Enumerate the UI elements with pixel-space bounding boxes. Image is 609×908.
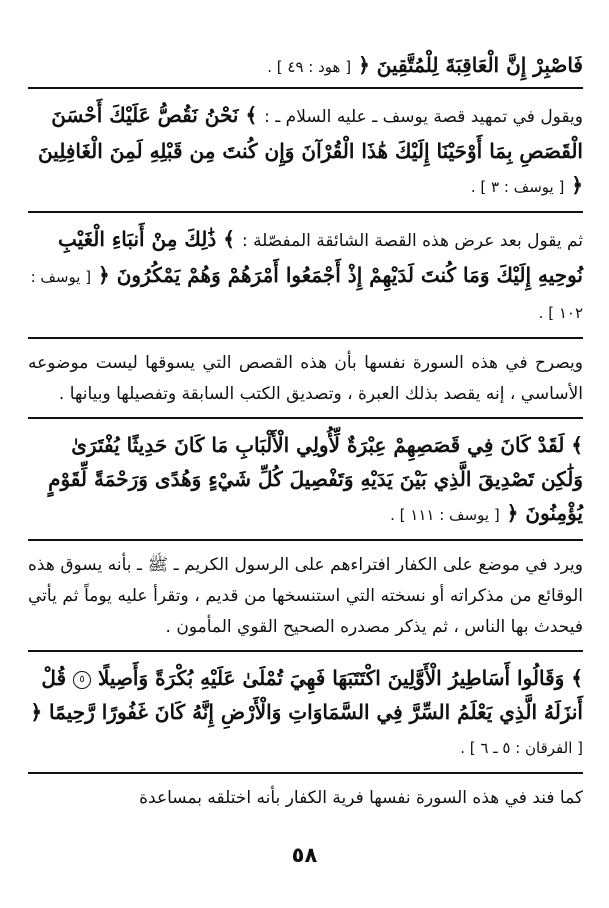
ornate-bracket-close-icon: ﴿ — [30, 700, 43, 724]
separator-rule — [28, 650, 583, 652]
body-paragraph: ويصرح في هذه السورة نفسها بأن هذه القصص التي يسوقها ليست موضوعه الأساسي ، إنه يقصد بذلك العبرة ، وتصديق الكتب السابقة وتفصيلها وبيانها . — [28, 353, 583, 404]
separator-rule — [28, 337, 583, 339]
ornate-bracket-open-icon: ﴾ — [571, 433, 583, 457]
separator-rule — [28, 417, 583, 419]
body-paragraph: ويرد في موضع على الكفار افتراءهم على الرسول الكريم ـ ﷺ ـ بأنه يسوق هذه الوقائع من مذكراته أو نسخته التي استنسخها من قديم ، وتقرأ عليه يوماً ثم يأتي فيحدث بها الناس ، ثم يذكر مصدره الصحيح القوي المأمون . — [28, 555, 583, 637]
ornate-bracket-open-icon: ﴾ — [223, 227, 235, 251]
intro-text: ثم يقول بعد عرض هذه القصة الشائقة المفصّلة : — [241, 231, 583, 251]
verse-block-yusuf-102 — [28, 222, 583, 330]
page-number: ٥٨ — [291, 843, 318, 867]
quran-verse: قُلْ أَنزَلَهُ الَّذِي يَعْلَمُ السِّرَّ فِي السَّمَاوَاتِ وَالْأَرْضِ إِنَّهُ كَانَ غَفُورًا رَّحِيمًا — [41, 666, 583, 724]
quran-verse: فَاصْبِرْ إِنَّ الْعَاقِبَةَ لِلْمُتَّقِينَ — [376, 53, 583, 77]
verse-block-yusuf-3 — [28, 98, 583, 204]
ornate-bracket-close-icon: ﴿ — [98, 263, 110, 287]
separator-rule — [28, 211, 583, 213]
verse-reference: [ يوسف : ١١١ ] . — [390, 506, 500, 524]
quran-verse: وَقَالُوا أَسَاطِيرُ الْأَوَّلِينَ اكْتَتَبَهَا فَهِيَ تُمْلَىٰ عَلَيْهِ بُكْرَةً وَأَصِيلًا — [97, 666, 565, 690]
separator-rule — [28, 772, 583, 774]
verse-number-marker: ٥ — [73, 671, 91, 689]
intro-text: ويقول في تمهيد قصة يوسف ـ عليه السلام ـ : — [264, 107, 583, 127]
verse-reference: [ الفرقان : ٥ ـ ٦ ] . — [460, 739, 583, 757]
separator-rule — [28, 539, 583, 541]
verse-reference: [ هود : ٤٩ ] . — [267, 58, 352, 76]
quran-verse: لَقَدْ كَانَ فِي قَصَصِهِمْ عِبْرَةٌ لِّأُولِي الْأَلْبَابِ مَا كَانَ حَدِيثًا يُفْتَرَىٰ وَلَٰكِن تَصْدِيقَ الَّذِي بَيْنَ يَدَيْهِ وَتَفْصِيلَ كُلِّ شَيْءٍ وَهُدًى وَرَحْمَةً لِّقَوْمٍ يُؤْمِنُونَ — [48, 433, 583, 525]
verse-reference: [ يوسف : ٣ ] . — [470, 178, 565, 196]
quran-verse: نَحْنُ نَقُصُّ عَلَيْكَ أَحْسَنَ الْقَصَصِ بِمَا أَوْحَيْنَا إِلَيْكَ هَٰذَا الْقُرْآنَ وَإِن كُنتَ مِن قَبْلِهِ لَمِنَ الْغَافِلِينَ — [37, 103, 583, 163]
verse-block-hud — [28, 48, 583, 84]
body-paragraph: كما فند في هذه السورة نفسها فرية الكفار بأنه اختلقه بمساعدة — [139, 788, 583, 808]
ornate-bracket-open-icon: ﴾ — [245, 103, 258, 127]
separator-rule — [28, 87, 583, 89]
ornate-bracket-open-icon: ﴾ — [571, 666, 583, 690]
verse-block-yusuf-111 — [28, 428, 583, 532]
ornate-bracket-close-icon: ﴿ — [358, 53, 370, 77]
verse-reference: [ يوسف : ١٠٢ ] . — [30, 268, 583, 322]
ornate-bracket-close-icon: ﴿ — [571, 173, 583, 197]
quran-verse: ذَٰلِكَ مِنْ أَنبَاءِ الْغَيْبِ نُوحِيهِ إِلَيْكَ وَمَا كُنتَ لَدَيْهِمْ إِذْ أَجْمَعُوا أَمْرَهُمْ وَهُمْ يَمْكُرُونَ — [57, 227, 583, 287]
verse-block-furqan — [28, 661, 583, 765]
ornate-bracket-close-icon: ﴿ — [506, 501, 519, 525]
